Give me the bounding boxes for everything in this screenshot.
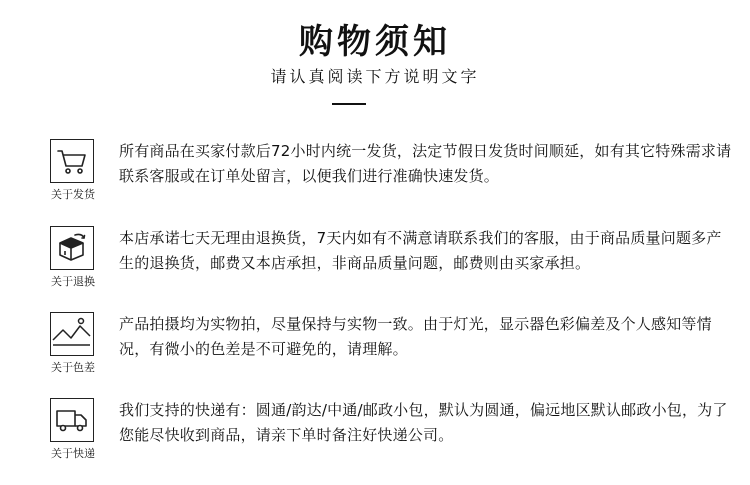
section-text: 本店承诺七天无理由退换货，7天内如有不满意请联系我们的客服，由于商品质量问题多产生的退换货，邮费又本店承担，非商品质量问题，邮费则由买家承担。 [119, 229, 722, 272]
section-label: 关于退换 [51, 275, 95, 288]
section-label: 关于色差 [51, 361, 95, 374]
truck-icon [50, 398, 94, 442]
cart-icon [50, 139, 94, 183]
title-divider [332, 103, 366, 105]
box-return-icon [50, 226, 94, 270]
section-text: 产品拍摄均为实物拍，尽量保持与实物一致。由于灯光，显示器色彩偏差及个人感知等情况，有微小的色差是不可避免的，请理解。 [119, 315, 712, 358]
page-title: 购物须知 [299, 22, 451, 62]
section-label: 关于发货 [51, 188, 95, 201]
picture-icon [50, 312, 94, 356]
section-label: 关于快递 [51, 447, 95, 460]
page-subtitle: 请认真阅读下方说明文字 [270, 67, 480, 86]
section-text: 所有商品在买家付款后72小时内统一发货，法定节假日发货时间顺延，如有其它特殊需求请联系客服或在订单处留言，以便我们进行准确快速发货。 [119, 142, 732, 185]
section-text: 我们支持的快递有：圆通/韵达/中通/邮政小包，默认为圆通，偏远地区默认邮政小包，为了您能尽快收到商品，请亲下单时备注好快递公司。 [119, 401, 728, 444]
